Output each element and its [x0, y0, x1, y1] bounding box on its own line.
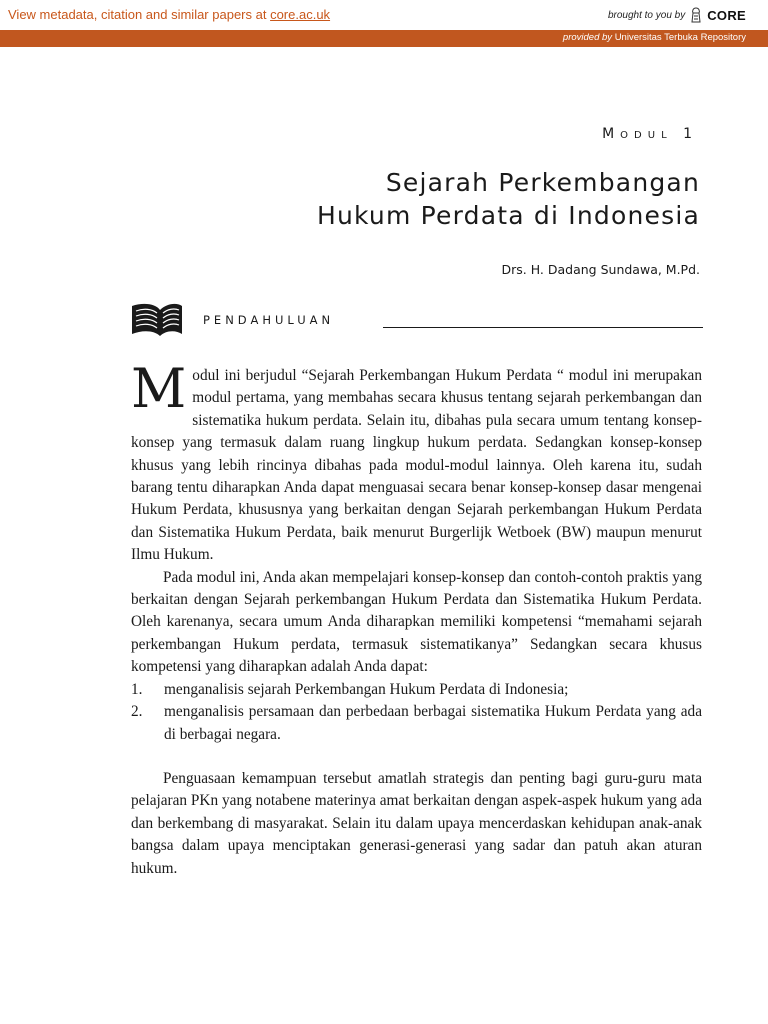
list-item-text: menganalisis persamaan dan perbedaan berbagai sistematika Hukum Perdata yang ada di berbagai negara.: [164, 703, 702, 743]
metadata-notice: [8, 7, 330, 22]
core-attribution: [608, 7, 746, 23]
list-item: [131, 679, 702, 701]
title-line-2: Hukum Perdata di Indonesia: [316, 201, 700, 230]
competency-list: [131, 679, 702, 746]
provider-name[interactable]: Universitas Terbuka Repository: [614, 32, 746, 43]
section-divider: [383, 327, 703, 328]
core-banner: [0, 0, 768, 30]
metadata-notice-text: View metadata, citation and similar papers at: [8, 7, 271, 22]
brought-by-text: brought to you by: [607, 9, 686, 21]
core-logo-icon: [689, 7, 703, 23]
list-number: 1.: [131, 680, 143, 698]
provider-text: [563, 32, 746, 43]
section-heading: PENDAHULUAN: [203, 313, 335, 327]
paragraph-objectives: Pada modul ini, Anda akan mempelajari konsep-konsep dan contoh-contoh praktis yang berkaitan dengan Sejarah perkembangan Hukum Perdata dan Sistematika Hukum Perdata. Oleh karenanya, secara umum Anda diharapkan memiliki kompetensi “memahami sejarah perkembangan Hukum perdata, termasuk sistematikanya” Sedangkan secara khusus kompetensi yang diharapkan adalah Anda dapat:: [131, 568, 702, 676]
drop-cap: M: [131, 357, 187, 420]
paragraph-spacer: [131, 746, 702, 768]
page-title: [317, 166, 700, 232]
title-line-1: Sejarah Perkembangan: [385, 168, 700, 197]
list-item-text: menganalisis sejarah Perkembangan Hukum Perdata di Indonesia;: [164, 680, 569, 698]
provider-bar: [0, 30, 768, 47]
author-name: Drs. H. Dadang Sundawa, M.Pd.: [501, 262, 700, 277]
provided-by-label: provided by: [562, 32, 613, 43]
core-link[interactable]: core.ac.uk: [270, 7, 331, 22]
body-text: [131, 357, 702, 880]
core-wordmark[interactable]: CORE: [707, 7, 746, 23]
list-number: 2.: [131, 703, 143, 721]
paragraph-importance: Penguasaan kemampuan tersebut amatlah strategis dan penting bagi guru-guru mata pelajaran PKn yang notabene materinya amat berkaitan dengan aspek-aspek hukum yang ada dan berkembang di masyarakat. Selain itu dalam upaya mencerdaskan kehidupan anak-anak bangsa dalam upaya menciptakan generasi-generasi yang sadar dan patuh akan aturan hukum.: [131, 769, 702, 877]
open-book-icon: [130, 302, 184, 338]
paragraph-intro-text: odul ini berjudul “Sejarah Perkembangan Hukum Perdata “ modul ini merupakan modul pertama, yang membahas secara khusus tentang sejarah perkembangan dan sistematika hukum perdata. Selain itu, dibahas pula secara umum tentang konsep-konsep yang termasuk dalam ruang lingkup hukum perdata. Sedangkan konsep-konsep khusus yang lebih rincinya dibahas pada modul-modul lainnya. Oleh karena itu, sudah barang tentu diharapkan Anda dapat menguasai secara benar konsep-konsep dasar mengenai Hukum Perdata, khususnya yang berkaitan dengan Sejarah perkembangan Hukum Perdata dan Sistematika Hukum Perdata, baik menurut Burgerlijk Wetboek (BW) maupun menurut Ilmu Hukum.: [131, 367, 702, 564]
list-item: [131, 701, 702, 746]
module-label: Modul 1: [602, 126, 698, 142]
paragraph-intro: [131, 357, 702, 567]
